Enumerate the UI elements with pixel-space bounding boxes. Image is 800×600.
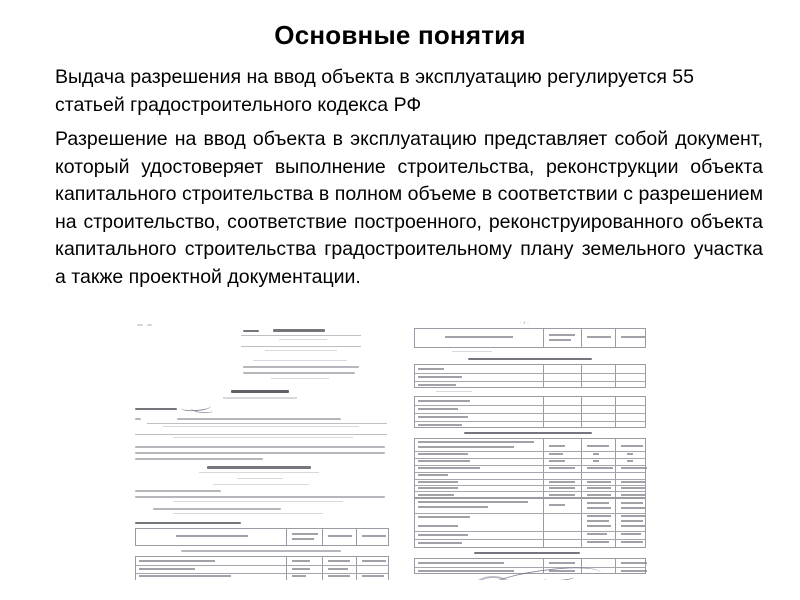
scan-page-number: - 2 - <box>520 320 530 325</box>
document-scan-page-2 <box>412 318 648 580</box>
scan2-table-housing <box>414 438 646 498</box>
scan2-table-header <box>414 328 646 348</box>
slide-body <box>55 64 763 291</box>
paragraph-definition: Разрешение на ввод объекта в эксплуатацию представляет собой документ, который удостоверяет выполнение строительства, реконструкции объекта капитального строительства в полном объеме в соответствии с разрешением на строительство, соответствие построенного, реконструированного объекта капитального строительства градостроительному плану земельного участка а также проектной документации. <box>55 128 763 288</box>
scan2-table-production <box>414 364 646 388</box>
document-scans <box>133 318 648 580</box>
scan2-table-materials <box>414 396 646 428</box>
document-scan-page-1 <box>133 318 395 580</box>
scan2-table-materials-detail <box>414 498 646 548</box>
page-title: Основные понятия <box>274 20 526 50</box>
scan-table-general <box>135 528 389 546</box>
paragraph-intro: Выдача разрешения на ввод объекта в эксплуатацию регулируется 55 статьей градостроительного кодекса РФ <box>55 66 694 116</box>
scan-table-indicators <box>135 556 389 580</box>
